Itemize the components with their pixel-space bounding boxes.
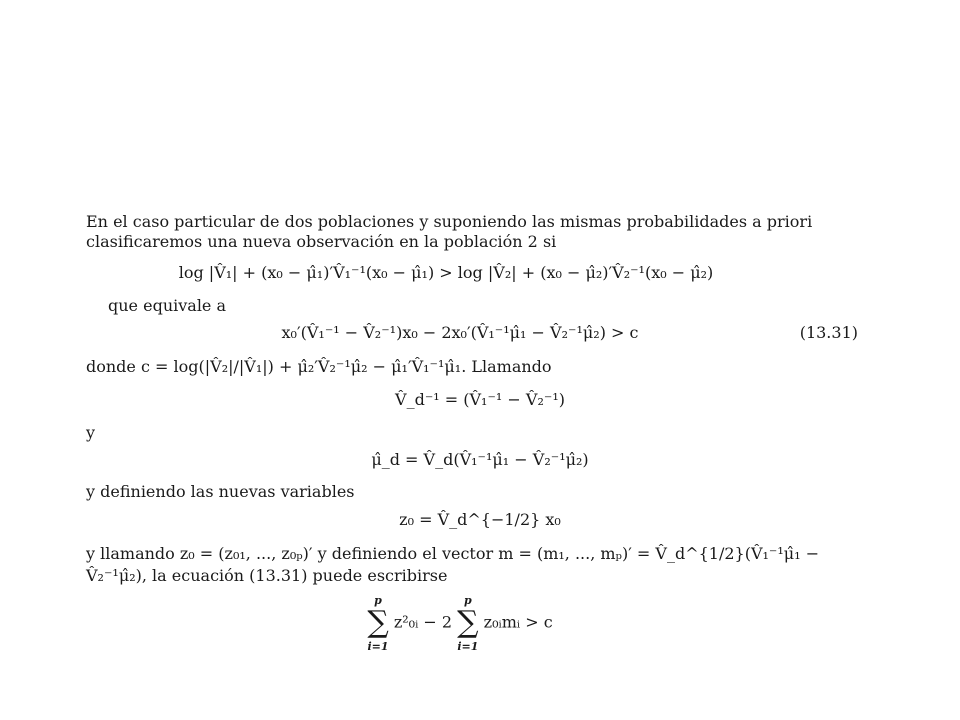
paragraph-definiendo: y definiendo las nuevas variables: [86, 482, 355, 501]
equation-z0: z₀ = V̂_d^{−1/2} x₀: [399, 510, 561, 529]
paragraph-llamando-line-2: V̂₂⁻¹μ̂₂), la ecuación (13.31) puede escribirse: [86, 566, 448, 585]
summation-2: [457, 592, 478, 654]
sum-lower-limit-2: i=1: [457, 640, 479, 653]
sum-upper-limit-2: p: [464, 594, 472, 607]
equation-inequality: log |V̂₁| + (x₀ − μ̂₁)′V̂₁⁻¹(x₀ − μ̂₁) > log |V̂₂| + (x₀ − μ̂₂)′V̂₂⁻¹(x₀ − μ̂₂): [178, 263, 714, 282]
equation-sum: [0, 592, 940, 654]
paragraph-y: y: [86, 423, 96, 442]
sum-symbol-1: ∑: [367, 605, 389, 640]
equation-mu-d: μ̂_d = V̂_d(V̂₁⁻¹μ̂₁ − V̂₂⁻¹μ̂₂): [371, 450, 589, 469]
summation-1: [367, 592, 388, 654]
sum-lower-limit-1: i=1: [367, 640, 389, 653]
paragraph-donde: donde c = log(|V̂₂|/|V̂₁|) + μ̂₂′V̂₂⁻¹μ̂₂ − μ̂₁′V̂₁⁻¹μ̂₁. Llamando: [86, 357, 552, 376]
paragraph-line-2: clasificaremos una nueva observación en la población 2 si: [86, 232, 557, 251]
sum-upper-limit-1: p: [374, 594, 382, 607]
sum-term-1: z²₀ᵢ − 2: [393, 612, 453, 632]
paragraph-equivale: que equivale a: [108, 296, 227, 315]
paragraph-llamando-line-1: y llamando z₀ = (z₀₁, ..., z₀ₚ)′ y definiendo el vector m = (m₁, ..., mₚ)′ = V̂_d^{1/2}(V̂₁⁻¹μ̂₁ −: [86, 544, 820, 563]
equation-number: (13.31): [799, 323, 858, 342]
sum-term-2: z₀ᵢmᵢ > c: [483, 612, 553, 632]
sum-symbol-2: ∑: [457, 605, 479, 640]
equation-vd-inverse: V̂_d⁻¹ = (V̂₁⁻¹ − V̂₂⁻¹): [395, 390, 565, 409]
equation-13-31: x₀′(V̂₁⁻¹ − V̂₂⁻¹)x₀ − 2x₀′(V̂₁⁻¹μ̂₁ − V̂₂⁻¹μ̂₂) > c: [281, 323, 639, 342]
paragraph-line-1: En el caso particular de dos poblaciones y suponiendo las mismas probabilidades a priori: [86, 212, 813, 231]
